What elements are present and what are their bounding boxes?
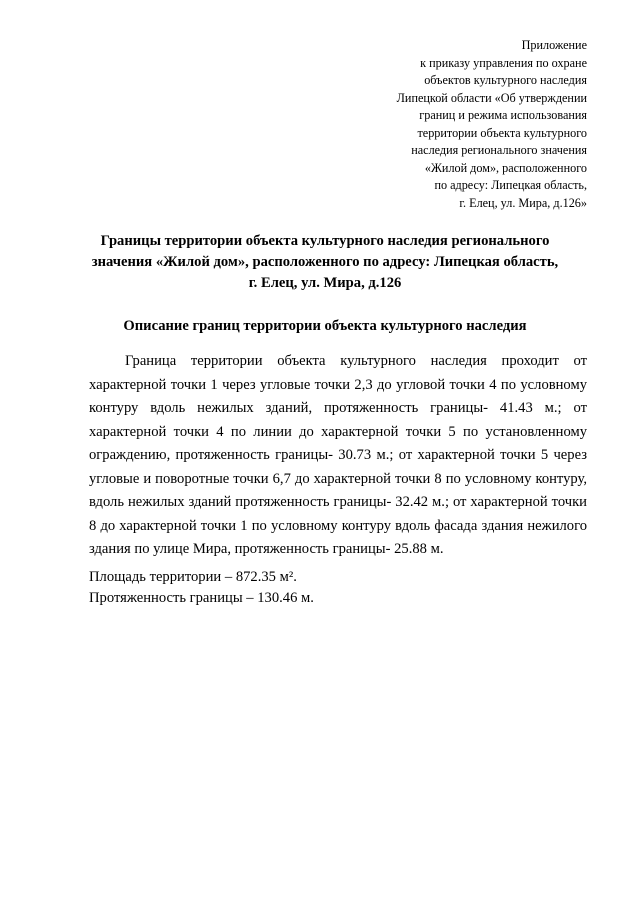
- appendix-line: наследия регионального значения: [411, 143, 587, 157]
- appendix-line: к приказу управления по охране: [420, 55, 587, 70]
- appendix-line: «Жилой дом», расположенного: [424, 160, 587, 175]
- title-line: Границы территории объекта культурного наследия регионального: [100, 233, 550, 249]
- appendix-line: территории объекта культурного: [417, 125, 587, 140]
- appendix-line: по адресу: Липецкая область,: [434, 178, 587, 192]
- appendix-line: Липецкой области «Об утверждении: [396, 90, 587, 105]
- title-line: значения «Жилой дом», расположенного по адресу: Липецкая область,: [91, 254, 559, 270]
- boundary-description: Граница территории объекта культурного наследия проходит от характерной точки 1 через угловые точки 2,3 до угловой точки 4 по условному контуру вдоль нежилых зданий, протяженность границы- 41.43 м.; от характерной точки 4 по линии до характерной точки 5 по установленному ограждению, протяженность границы- 30.73 м.; от характерной точки 5 через угловые и поворотные точки 6,7 до характерной точки 8 по условному контуру, вдоль нежилых зданий протяженность границы- 32.42 м.; от характерной точки 8 до характерной точки 1 по условному контуру вдоль фасада здания нежилого здания по улице Мира, протяженность границы- 25.88 м.: [89, 353, 587, 557]
- document-title: [60, 231, 590, 294]
- appendix-line: Приложение: [521, 38, 587, 52]
- summary-block: [89, 567, 587, 609]
- appendix-line: границ и режима использования: [419, 108, 587, 122]
- section-heading: Описание границ территории объекта культурного наследия: [123, 318, 527, 334]
- title-line: г. Елец, ул. Мира, д.126: [248, 275, 402, 291]
- appendix-block: [287, 37, 587, 212]
- appendix-line: объектов культурного наследия: [424, 73, 587, 87]
- length-line: Протяженность границы – 130.46 м.: [89, 590, 314, 606]
- appendix-line: г. Елец, ул. Мира, д.126»: [459, 195, 587, 210]
- area-line: Площадь территории – 872.35 м².: [89, 569, 297, 585]
